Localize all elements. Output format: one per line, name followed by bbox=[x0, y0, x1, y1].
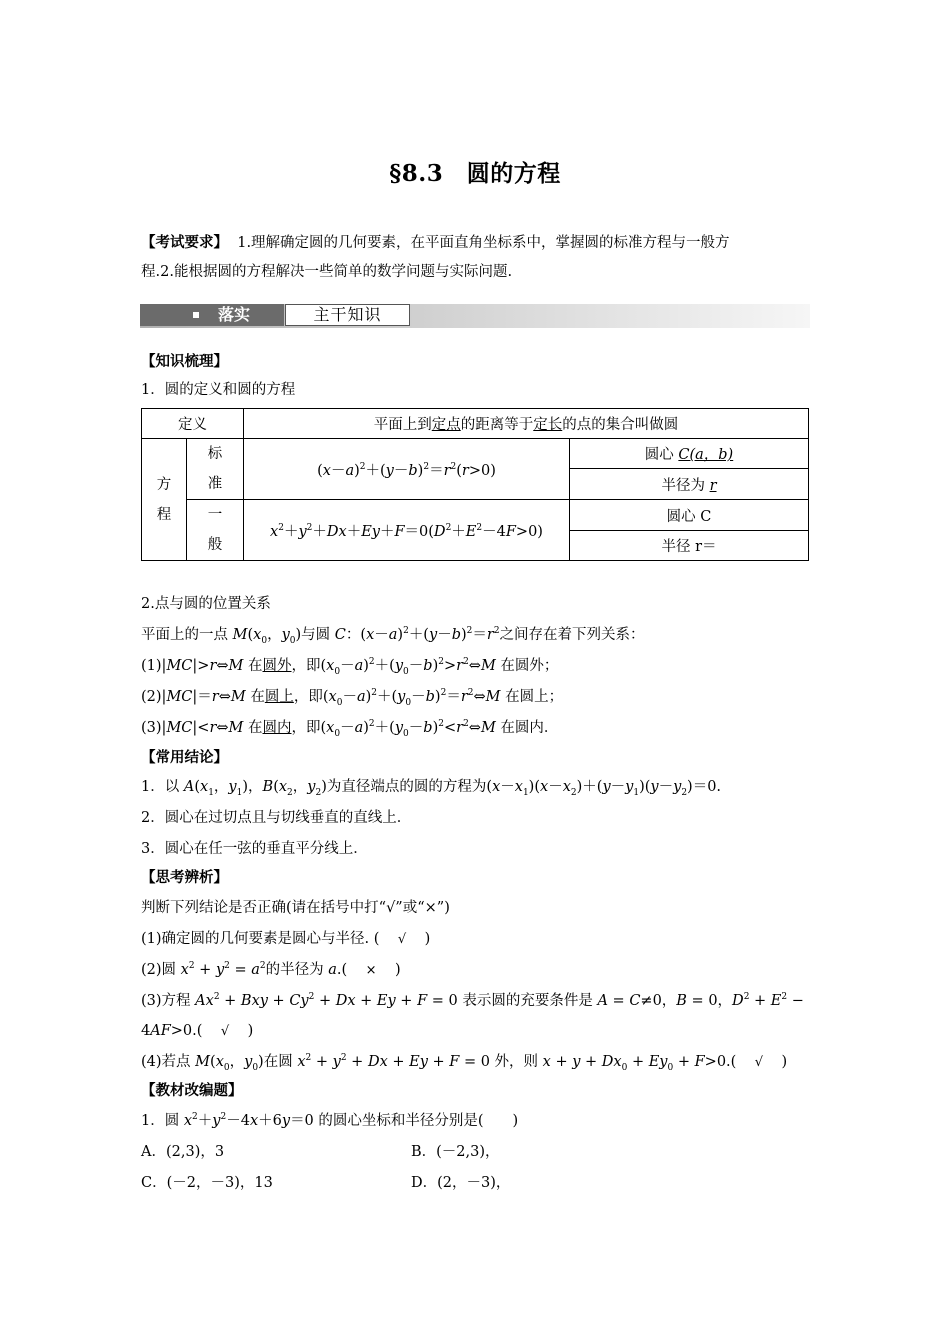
relation-2: (2)|MC|＝r⇔M 在圆上，即$(x_0-a)^2+(y_0-b)^2=r^2\Leftrightarrow M$ 在圆上； bbox=[141, 688, 564, 708]
judge-intro: 判断下列结论是否正确(请在括号中打“√”或“×”) bbox=[141, 900, 450, 916]
def-fixed-point: 定点 bbox=[431, 417, 461, 433]
rel1-where: 圆外 bbox=[262, 658, 292, 674]
judge-q3: (3)方程 $Ax^2$ + Bxy + $Cy^2 + Dx + Ey + F = 0$ 表示圆的充要条件是 A = C≠0，B = 0，$D^2 + E^2$ − bbox=[141, 992, 804, 1009]
judge-q2-post: 的半径为 bbox=[265, 962, 329, 978]
banner-right-label: 主干知识 bbox=[285, 304, 410, 326]
judge-q2-pre: (2)圆 bbox=[141, 962, 181, 978]
circle-equation-table bbox=[141, 408, 809, 561]
fangcheng-char-1: 方 bbox=[156, 476, 172, 493]
standard-radius bbox=[570, 469, 809, 500]
judge-q1-text: (1)确定圆的几何要素是圆心与半径. bbox=[141, 931, 370, 947]
relation-intro: 平面上的一点 $M(x_0$，$y_0$)与圆 C：$(x-a)^2+(y-b)^2=r^2$之间存在着下列关系： bbox=[141, 626, 645, 646]
def-mid: 的距离等于 bbox=[460, 417, 534, 433]
judge-q2: (2)圆 $x^2 + y^2 = a^2$的半径为 a.( × ) bbox=[141, 961, 401, 978]
judge-q4: (4)若点 $M(x_0$，$y_0$)在圆 $x^2 + y^2 + Dx + Ey + F = 0$ 外，则 $x + y + Dx_0 + Ey_0 + F>0$.( √ ) bbox=[141, 1053, 788, 1073]
knowledge-item2: 2.点与圆的位置关系 bbox=[141, 596, 271, 612]
option-d: D．(2，－3)， bbox=[411, 1175, 511, 1191]
option-b: B．(－2,3)， bbox=[411, 1144, 500, 1160]
conclusion-2: 2．圆心在过切点且与切线垂直的直线上． bbox=[141, 810, 412, 826]
def-pre: 平面上到 bbox=[373, 417, 432, 433]
textbook-q1-post: 的圆心坐标和半径分别是( ) bbox=[318, 1113, 519, 1129]
check-icon: √ bbox=[754, 1055, 764, 1070]
def-fixed-length: 定长 bbox=[533, 417, 563, 433]
option-a: A．(2,3)，3 bbox=[141, 1144, 225, 1160]
general-equation: $x^2+y^2+Dx+Ey+F=0(D^2+E^2-4F>0)$ bbox=[244, 500, 570, 561]
std-center-prefix: 圆心 bbox=[644, 447, 679, 463]
check-icon: √ bbox=[220, 1024, 230, 1039]
conclusion-1: 1．以 $A(x_1$，$y_1$)，$B(x_2$，$y_2$)为直径端点的圆的方程为$(x-x_1)(x-x_2)+(y-y_1)(y-y_2)=0$. bbox=[141, 779, 722, 798]
exam-text-1: 1.理解确定圆的几何要素，在平面直角坐标系中，掌握圆的标准方程与一般方 bbox=[237, 235, 730, 251]
banner-left-label: 落实 bbox=[218, 305, 251, 324]
exam-requirements-line1 bbox=[141, 233, 811, 253]
general-center: 圆心 C bbox=[570, 500, 809, 531]
conclusions-heading: 【常用结论】 bbox=[141, 749, 228, 766]
judge-q4-mid: 在圆 bbox=[263, 1054, 298, 1070]
judge-q4-pre: (4)若点 bbox=[141, 1054, 196, 1070]
table-general-cell bbox=[187, 500, 244, 561]
relation-intro-pre: 平面上的一点 bbox=[141, 627, 233, 643]
std-center-value: C(a，b) bbox=[678, 447, 734, 463]
judge-q1: (1)确定圆的几何要素是圆心与半径. ( √ ) bbox=[141, 931, 431, 947]
banner-dark-tab bbox=[140, 304, 284, 326]
rel3-end: 在圆内． bbox=[500, 720, 559, 736]
c1-mid: 为直径端点的圆的方程为 bbox=[326, 779, 487, 795]
relation-intro-mid: 与圆 bbox=[301, 627, 335, 643]
biaozhun-char-2: 准 bbox=[207, 476, 223, 492]
yiban-char-2: 般 bbox=[207, 537, 223, 553]
exam-label: 【考试要求】 bbox=[141, 234, 228, 251]
knowledge-item1: 1．圆的定义和圆的方程 bbox=[141, 382, 296, 398]
table-fangcheng-cell bbox=[142, 439, 187, 561]
fangcheng-char-2: 程 bbox=[156, 506, 172, 523]
c1-pre: 1．以 bbox=[141, 779, 184, 795]
relation-1: (1)|MC|>r⇔M 在圆外，即$(x_0-a)^2+(y_0-b)^2>r^2\Leftrightarrow M$ 在圆外； bbox=[141, 657, 559, 677]
relation-3: (3)|MC|<r⇔M 在圆内，即$(x_0-a)^2+(y_0-b)^2<r^2\Leftrightarrow M$ 在圆内． bbox=[141, 719, 559, 739]
rel2-label: (2) bbox=[141, 689, 162, 705]
table-definition-label: 定义 bbox=[142, 409, 244, 439]
rel1-label: (1) bbox=[141, 658, 162, 674]
rel1-end: 在圆外； bbox=[500, 658, 559, 674]
rel2-where: 圆上 bbox=[264, 689, 294, 705]
general-radius: 半径 r＝ bbox=[570, 531, 809, 561]
cross-icon: × bbox=[365, 963, 377, 978]
rel2-end: 在圆上； bbox=[505, 689, 564, 705]
judge-heading: 【思考辨析】 bbox=[141, 869, 228, 886]
relation-intro-post: 之间存在着下列关系： bbox=[499, 627, 645, 643]
judge-q3-pre: (3)方程 bbox=[141, 993, 196, 1009]
option-c: C．(－2，－3)，13 bbox=[141, 1175, 273, 1191]
standard-equation: $(x-a)^2+(y-b)^2=r^2(r>0)$ bbox=[244, 439, 570, 500]
table-definition-text bbox=[244, 409, 809, 439]
exam-requirements-line2: 程.2.能根据圆的方程解决一些简单的数学问题与实际问题. bbox=[141, 264, 513, 280]
textbook-q1-pre: 1．圆 bbox=[141, 1113, 184, 1129]
yiban-char-1: 一 bbox=[207, 507, 223, 523]
judge-q3-mid: 表示圆的充要条件是 bbox=[462, 993, 598, 1009]
judge-q3-cont: 4AF>0.( √ ) bbox=[141, 1023, 254, 1039]
standard-center bbox=[570, 439, 809, 469]
judge-q4-post: 外，则 bbox=[494, 1054, 543, 1070]
knowledge-heading: 【知识梳理】 bbox=[141, 353, 228, 370]
def-post: 的点的集合叫做圆 bbox=[562, 417, 679, 433]
page-title: §8.3 圆的方程 bbox=[389, 160, 561, 187]
square-bullet-icon bbox=[193, 312, 199, 318]
textbook-q1: 1．圆 $x^2+y^2-4x+6y=0$ 的圆心坐标和半径分别是( ) bbox=[141, 1112, 519, 1129]
std-radius-value: r bbox=[709, 477, 717, 494]
std-radius-prefix: 半径为 bbox=[661, 477, 710, 494]
biaozhun-char-1: 标 bbox=[207, 446, 223, 462]
rel3-where: 圆内 bbox=[262, 720, 292, 736]
check-icon: √ bbox=[397, 932, 407, 947]
table-standard-cell bbox=[187, 439, 244, 500]
conclusion-3: 3．圆心在任一弦的垂直平分线上． bbox=[141, 841, 368, 857]
rel3-label: (3) bbox=[141, 720, 162, 736]
textbook-heading: 【教材改编题】 bbox=[141, 1082, 243, 1099]
